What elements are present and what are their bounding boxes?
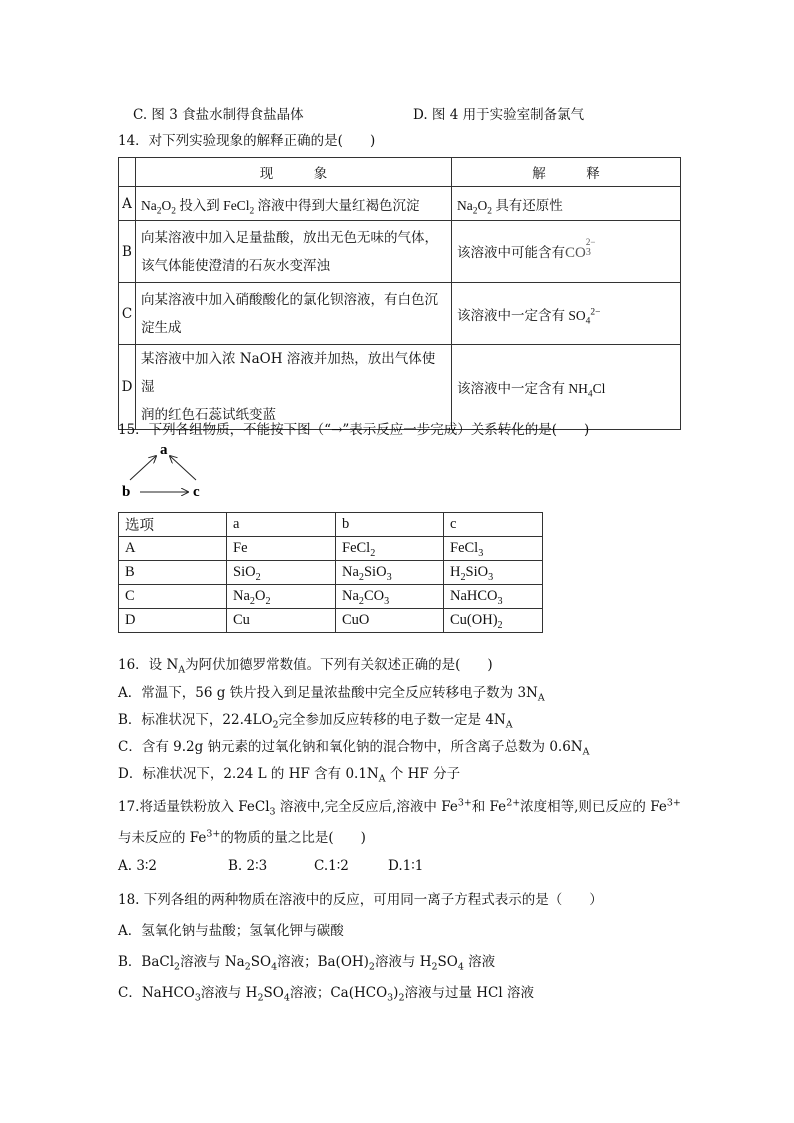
q14-option-b: B [119,221,136,283]
q14-option-c: C [119,283,136,345]
q16-option-c: C．含有 9.2g 钠元素的过氧化钠和氧化钠的混合物中，所含离子总数为 $0.6N_A$ [118,739,590,758]
q18-option-c: C．NaHCO$_3$溶液与 $H_2SO_4$溶液；$Ca(HCO_3)_2$溶液与过量 HCl 溶液 [118,985,534,1004]
q14-option-d: D [119,345,136,430]
q14-option-a: A [119,187,136,221]
q14-b-explanation: 该溶液中可能含有CO 2− 3 [452,221,681,283]
q16-option-a: A．常温下，56 g 铁片投入到足量浓盐酸中完全反应转移电子数为 $3N_A$ [118,685,545,704]
q14-a-phenomenon: $Na_2O_2$ 投入到 FeCl$_2$ 溶液中得到大量红褐色沉淀 [136,187,452,221]
q15-header-c: c [444,513,543,537]
q14-c-explanation: 该溶液中一定含有 $SO_4^{2-}$ [452,283,681,345]
q17-line1: 17.将适量铁粉放入 FeCl$_3$ 溶液中,完全反应后,溶液中 $Fe^{3+}$和 $Fe^{2+}$浓度相等,则已反应的 $Fe^{3+}$ [118,797,681,818]
table-row [119,537,543,561]
q15-cell-a: $Na_2O_2$ [227,585,336,609]
q15-cell-a: SiO$_2$ [227,561,336,585]
option-c-line: C. 图 3 食盐水制得食盐晶体 [133,107,304,123]
option-d-line: D. 图 4 用于实验室制备氯气 [413,107,585,123]
q16-option-b: B．标准状况下，$22.4LO_2$完全参加反应转移的电子数一定是 $4N_A$ [118,712,513,731]
q14-d-explanation: 该溶液中一定含有 $NH_4Cl$ [452,345,681,430]
q14-header-blank [119,158,136,187]
table-row [119,561,543,585]
q15-cell-b: FeCl$_2$ [336,537,444,561]
q17-option-b: B. 2∶3 [228,858,268,874]
q16-option-d: D．标准状况下，2.24 L 的 HF 含有 $0.1N_A$ 个 HF 分子 [118,766,461,785]
q14-header-explanation: 解 释 [452,158,681,187]
table-row [119,609,543,633]
q15-row-option: C [119,585,227,609]
q17-option-a: A. 3∶2 [118,858,158,874]
table-row [119,187,681,221]
carbonate-ion: CO 2− 3 [565,237,596,261]
arrow-b-to-a [130,456,156,480]
table-row [119,221,681,283]
q15-header-option: 选项 [119,513,227,537]
q15-cell-c: $Cu(OH)_2$ [444,609,543,633]
q15-table [118,512,543,633]
q18-option-b: B．BaCl$_2$溶液与 $Na_2SO_4$溶液；$Ba(OH)_2$溶液与 $H_2SO_4$ 溶液 [118,954,496,973]
q15-cell-a: Cu [227,609,336,633]
q15-header-b: b [336,513,444,537]
q14-b-phenomenon: 向某溶液中加入足量盐酸，放出无色无味的气体， 该气体能使澄清的石灰水变浑浊 [136,221,452,283]
q15-stem: 15．下列各组物质，不能按下图（“→”表示反应一步完成）关系转化的是( ) [118,422,590,438]
q18-stem: 18. 下列各组的两种物质在溶液中的反应，可用同一离子方程式表示的是（ ） [118,892,603,908]
table-row [119,283,681,345]
q15-cell-b: CuO [336,609,444,633]
diagram-label-b: b [122,484,131,500]
q15-row-option: B [119,561,227,585]
q15-cell-c: NaHCO$_3$ [444,585,543,609]
diagram-label-c: c [193,484,200,500]
q15-cell-c: $H_2SiO_3$ [444,561,543,585]
arrow-c-to-a [170,456,196,480]
q15-row-option: A [119,537,227,561]
q15-cell-b: $Na_2CO_3$ [336,585,444,609]
q14-header-phenomenon: 现 象 [136,158,452,187]
q17-option-c: C.1∶2 [314,858,349,874]
q15-cell-a: Fe [227,537,336,561]
q14-d-phenomenon: 某溶液中加入浓 NaOH 溶液并加热，放出气体使湿 润的红色石蕊试纸变蓝 [136,345,452,430]
q16-stem: 16．设 $N_A$为阿伏加德罗常数值。下列有关叙述正确的是( ) [118,657,493,676]
q15-cell-b: $Na_2SiO_3$ [336,561,444,585]
q14-a-explanation: $Na_2O_2$ 具有还原性 [452,187,681,221]
table-row [119,585,543,609]
q14-stem: 14．对下列实验现象的解释正确的是( ) [118,133,376,149]
q14-table [118,157,681,430]
table-row [119,345,681,430]
q15-cell-c: FeCl$_3$ [444,537,543,561]
diagram-label-a: a [160,442,168,458]
q17-option-d: D.1∶1 [388,858,424,874]
q18-option-a: A．氢氧化钠与盐酸；氢氧化钾与碳酸 [118,923,344,939]
q17-line2: 与未反应的 $Fe^{3+}$的物质的量之比是( ) [118,828,366,846]
q15-row-option: D [119,609,227,633]
q15-header-a: a [227,513,336,537]
q15-diagram [118,440,218,502]
q14-c-phenomenon: 向某溶液中加入硝酸酸化的氯化钡溶液，有白色沉 淀生成 [136,283,452,345]
